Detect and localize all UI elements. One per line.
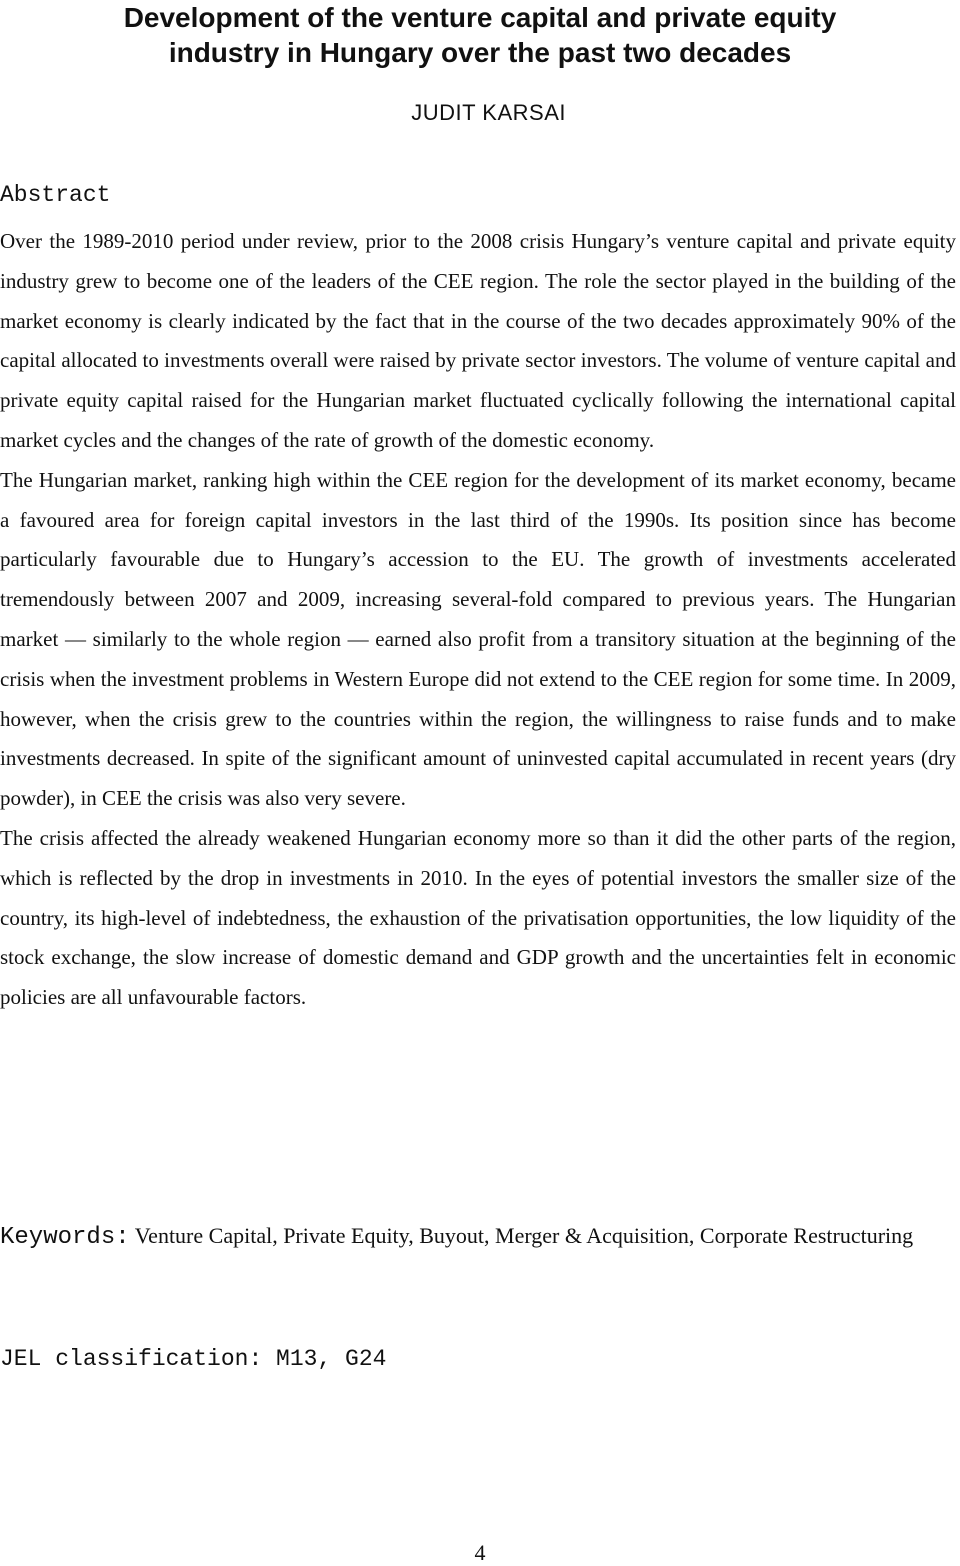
author-name: JUDIT KARSAI <box>411 100 566 125</box>
abstract-paragraph-2: The Hungarian market, ranking high within the CEE region for the development of its market economy, became a favoured area for foreign capital investors in the last third of the 1990s. Its position since has become particularly favourable due to Hungary’s accession to the EU. The growth of investments accelerated tremendously between 2007 and 2009, increasing several-fold compared to previous years. The Hungarian market — similarly to the whole region — earned also profit from a transitory situation at the beginning of the crisis when the investment problems in Western Europe did not extend to the CEE region for some time. In 2009, however, when the crisis grew to the countries within the region, the willingness to raise funds and to make investments decreased. In spite of the significant amount of uninvested capital accumulated in recent years (dry powder), in CEE the crisis was also very severe. <box>0 467 956 811</box>
title-line-2: industry in Hungary over the past two decades <box>168 37 792 68</box>
paper-title <box>0 0 960 70</box>
keywords-line <box>0 1215 940 1259</box>
keywords-text: Venture Capital, Private Equity, Buyout, Merger & Acquisition, Corporate Restructuring <box>134 1223 914 1248</box>
keywords-label: Keywords: <box>0 1224 130 1251</box>
page-number: 4 <box>474 1540 486 1565</box>
abstract-body <box>0 222 956 1018</box>
abstract-paragraph-3: The crisis affected the already weakened Hungarian economy more so than it did the other parts of the region, which is reflected by the drop in investments in 2010. In the eyes of potential investors the smaller size of the country, its high-level of indebtedness, the exhaustion of the privatisation opportunities, the low liquidity of the stock exchange, the slow increase of domestic demand and GDP growth and the uncertainties felt in economic policies are all unfavourable factors. <box>0 825 956 1010</box>
abstract-heading: Abstract <box>0 182 111 208</box>
title-line-1: Development of the venture capital and private equity <box>123 2 837 33</box>
abstract-paragraph-1: Over the 1989-2010 period under review, prior to the 2008 crisis Hungary’s venture capital and private equity industry grew to become one of the leaders of the CEE region. The role the sector played in the building of the market economy is clearly indicated by the fact that in the course of the two decades approximately 90% of the capital allocated to investments overall were raised by private sector investors. The volume of venture capital and private equity capital raised for the Hungarian market fluctuated cyclically following the international capital market cycles and the changes of the rate of growth of the domestic economy. <box>0 229 956 452</box>
jel-classification: JEL classification: M13, G24 <box>0 1346 387 1372</box>
